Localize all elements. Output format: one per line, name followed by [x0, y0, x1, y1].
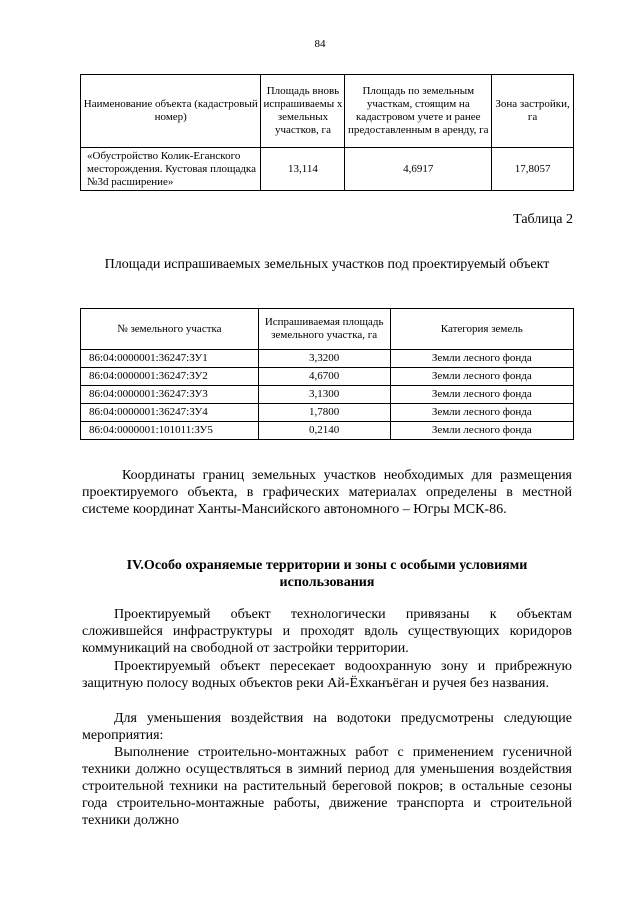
table-cell: Земли лесного фонда [390, 404, 573, 422]
table-header-cell: Площадь по земельным участкам, стоящим на кадастровом учете и ранее предоставленным в аренду, га [345, 75, 492, 148]
table-header-cell: Зона застройки, га [492, 75, 574, 148]
table-row [81, 404, 574, 422]
table-cell: Земли лесного фонда [390, 350, 573, 368]
table-cell: 13,114 [261, 148, 345, 191]
table-cell: 86:04:0000001:36247:ЗУ3 [81, 386, 259, 404]
body-paragraph: Для уменьшения воздействия на водотоки предусмотрены следующие мероприятия: [82, 711, 572, 743]
table-cell: 86:04:0000001:36247:ЗУ4 [81, 404, 259, 422]
table-cell: 86:04:0000001:36247:ЗУ1 [81, 350, 259, 368]
body-paragraph: Проектируемый объект пересекает водоохранную зону и прибрежную защитную полосу водных объектов реки Ай-Ёхканъёган и ручея без названия. [82, 659, 572, 691]
body-paragraph: Проектируемый объект технологически привязаны к объектам сложившейся инфраструктуры и проходят вдоль существующих коридоров коммуникаций на свободной от застройки территории. [82, 607, 572, 656]
table-cell: 4,6917 [345, 148, 492, 191]
table-label: Таблица 2 [513, 212, 573, 227]
table-cell: 3,3200 [258, 350, 390, 368]
table-header-cell: Категория земель [390, 309, 573, 350]
table-cell: 0,2140 [258, 422, 390, 440]
table-cell: «Обустройство Колик-Еганского месторождения. Кустовая площадка №3d расширение» [81, 148, 261, 191]
land-plots-table [80, 308, 574, 440]
body-paragraph: Выполнение строительно-монтажных работ с применением гусеничной техники должно осуществляться в зимний период для уменьшения воздействия строительной техники на растительный береговой покров; в остальные сезоны года строительно-монтажные работы, движение транспорта и строительной техники должно [82, 745, 572, 828]
land-area-summary-table [80, 74, 574, 191]
table-title: Площади испрашиваемых земельных участков под проектируемый объект [104, 257, 550, 272]
coordinates-paragraph: Координаты границ земельных участков необходимых для размещения проектируемого объекта, в графических материалах определены в местной системе координат Ханты-Мансийского автономного – Югры МСК-86. [82, 468, 572, 517]
table-row [81, 368, 574, 386]
table-row [81, 386, 574, 404]
table-header-cell: Испрашиваемая площадь земельного участка, га [258, 309, 390, 350]
table-cell: 4,6700 [258, 368, 390, 386]
page-number: 84 [314, 38, 326, 50]
table-cell: 86:04:0000001:101011:ЗУ5 [81, 422, 259, 440]
section-heading: IV.Особо охраняемые территории и зоны с особыми условиями использования [126, 558, 528, 590]
table-row [81, 422, 574, 440]
table-cell: Земли лесного фонда [390, 422, 573, 440]
table-header-cell: Площадь вновь испрашиваемы х земельных участков, га [261, 75, 345, 148]
table-cell: Земли лесного фонда [390, 368, 573, 386]
table-row [81, 148, 574, 191]
table-cell: 17,8057 [492, 148, 574, 191]
table-cell: 86:04:0000001:36247:ЗУ2 [81, 368, 259, 386]
table-row [81, 350, 574, 368]
table-header-cell: № земельного участка [81, 309, 259, 350]
table-cell: 3,1300 [258, 386, 390, 404]
table-cell: Земли лесного фонда [390, 386, 573, 404]
table-cell: 1,7800 [258, 404, 390, 422]
table-header-cell: Наименование объекта (кадастровый номер) [81, 75, 261, 148]
